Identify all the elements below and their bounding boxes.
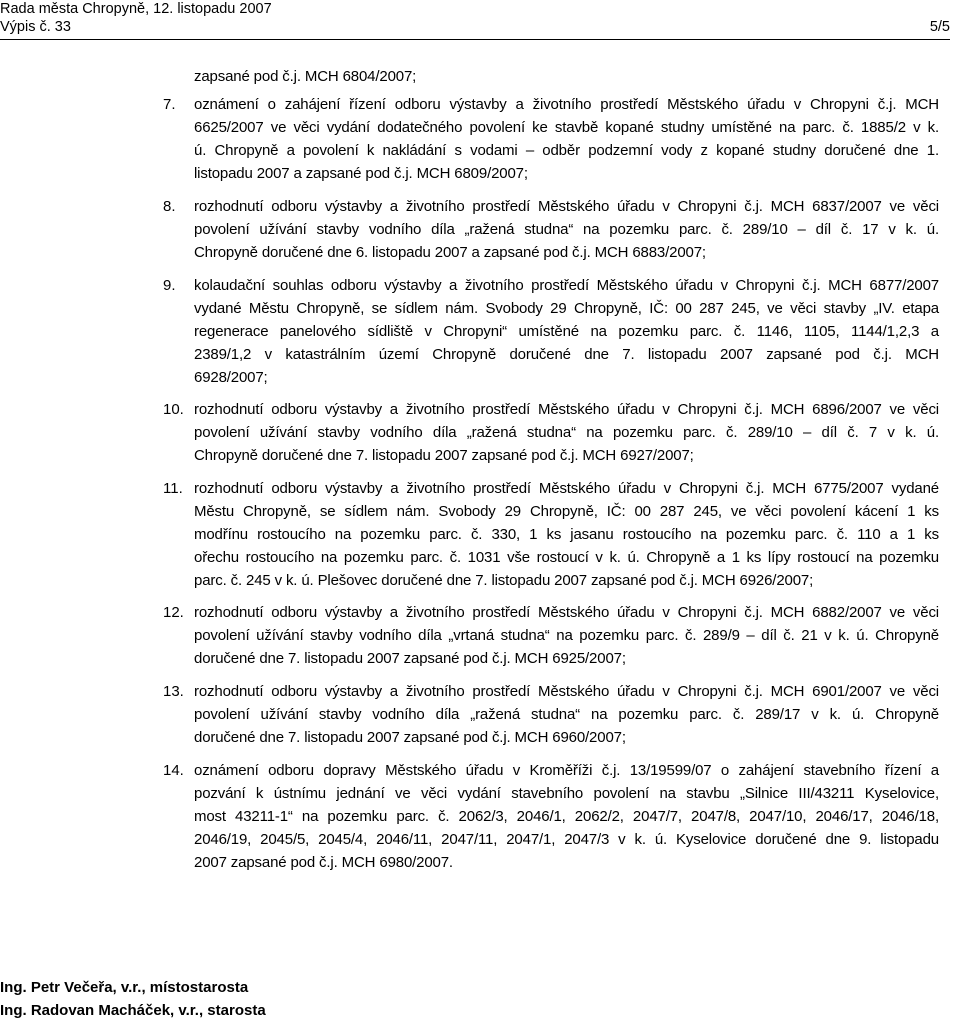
text-line: 6625/2007 ve věci vydání dodatečného povolení ke stavbě kopané studny umístěné na parc. č. 1885/2 v k.: [194, 119, 939, 136]
text-line: most 43211-1“ na pozemku parc. č. 2062/3, 2046/1, 2062/2, 2047/7, 2047/8, 2047/10, 2046/17, 2046/18,: [194, 808, 939, 825]
page-number: 5/5: [929, 19, 950, 35]
item-number: 14.: [163, 762, 184, 779]
text-line: listopadu 2007 a zapsané pod č.j. MCH 6809/2007;: [194, 165, 528, 182]
text-line: rozhodnutí odboru výstavby a životního prostředí Městského úřadu v Chropyni č.j. MCH 6882/2007 ve věci: [194, 604, 939, 621]
item-number: 11.: [163, 480, 183, 497]
item-number: 8.: [163, 198, 176, 215]
text-line: povolení užívání stavby vodního díla „ražená studna“ na pozemku parc. č. 289/10 – díl č. 7 v k. ú.: [194, 424, 939, 441]
text-line: Chropyně doručené dne 7. listopadu 2007 zapsané pod č.j. MCH 6927/2007;: [194, 447, 694, 464]
text-line: 2389/1,2 v katastrálním území Chropyně doručené dne 7. listopadu 2007 zapsané pod č.j. MCH: [194, 346, 939, 363]
text-line: modřínu rostoucího na pozemku parc. č. 330, 1 ks jasanu rostoucího na pozemku parc. č. 110 a 1 ks: [194, 526, 939, 543]
document-title: Rada města Chropyně, 12. listopadu 2007: [0, 1, 272, 17]
item-number: 7.: [163, 96, 176, 113]
text-line: Městu Chropyně, se sídlem nám. Svobody 29 Chropyně, IČ: 00 287 245, ve věci povolení kácení 1 ks: [194, 503, 939, 520]
text-line: pozvání k ústnímu jednání ve věci vydání stavebního povolení na stavbu „Silnice III/43211 Kyselovice,: [194, 785, 939, 802]
text-line: rozhodnutí odboru výstavby a životního prostředí Městského úřadu v Chropyni č.j. MCH 6837/2007 ve věci: [194, 198, 939, 215]
text-line: ořechu rostoucího na pozemku parc. č. 1031 vše rostoucí v k. ú. Chropyně a 1 ks lípy rostoucí na pozemku: [194, 549, 939, 566]
issue-number: Výpis č. 33: [0, 19, 71, 35]
text-line: kolaudační souhlas odboru výstavby a životního prostředí Městského úřadu v Chropyni č.j. MCH 6877/2007: [194, 277, 939, 294]
text-line: regenerace panelového sídliště v Chropyni“ umístěné na pozemku parc. č. 1146, 1105, 1144/1,2,3 a: [194, 323, 939, 340]
text-line: povolení užívání stavby vodního díla „ražená studna“ na pozemku parc. č. 289/10 – díl č. 17 v k. ú.: [194, 221, 939, 238]
text-line: Chropyně doručené dne 6. listopadu 2007 a zapsané pod č.j. MCH 6883/2007;: [194, 244, 706, 261]
text-line: doručené dne 7. listopadu 2007 zapsané pod č.j. MCH 6960/2007;: [194, 729, 626, 746]
text-line: oznámení odboru dopravy Městského úřadu v Kroměříži č.j. 13/19599/07 o zahájení stavebního řízení a: [194, 762, 939, 779]
signature-mayor: Ing. Radovan Macháček, v.r., starosta: [0, 1002, 266, 1019]
item-number: 12.: [163, 604, 184, 621]
text-line: 2046/19, 2045/5, 2045/4, 2046/11, 2047/11, 2047/1, 2047/3 v k. ú. Kyselovice doručené dne 9. listopadu: [194, 831, 939, 848]
text-line: 2007 zapsané pod č.j. MCH 6980/2007.: [194, 854, 453, 871]
item-number: 13.: [163, 683, 184, 700]
text-line: doručené dne 7. listopadu 2007 zapsané pod č.j. MCH 6925/2007;: [194, 650, 626, 667]
text-line: rozhodnutí odboru výstavby a životního prostředí Městského úřadu v Chropyni č.j. MCH 6901/2007 ve věci: [194, 683, 939, 700]
text-line: povolení užívání stavby vodního díla „ražená studna“ na pozemku parc. č. 289/17 v k. ú. Chropyně: [194, 706, 939, 723]
signature-deputy-mayor: Ing. Petr Večeřa, v.r., místostarosta: [0, 979, 249, 996]
text-line: ú. Chropyně a povolení k nakládání s vodami – odběr podzemní vody z kopané studny doručené dne 1.: [194, 142, 939, 159]
text-line: vydané Městu Chropyně, se sídlem nám. Svobody 29 Chropyně, IČ: 00 287 245, ve věci stavby „IV. etapa: [194, 300, 939, 317]
text-line: povolení užívání stavby vodního díla „vrtaná studna“ na pozemku parc. č. 289/9 – díl č. 21 v k. ú. Chropyně: [194, 627, 939, 644]
text-line: oznámení o zahájení řízení odboru výstavby a životního prostředí Městského úřadu v Chropyni č.j. MCH: [194, 96, 939, 113]
item-number: 9.: [163, 277, 176, 294]
page-header: [0, 0, 950, 40]
text-line: 6928/2007;: [194, 369, 268, 386]
text-line: rozhodnutí odboru výstavby a životního prostředí Městského úřadu v Chropyni č.j. MCH 6775/2007 vydané: [194, 480, 939, 497]
text-line: zapsané pod č.j. MCH 6804/2007;: [194, 68, 417, 85]
text-line: rozhodnutí odboru výstavby a životního prostředí Městského úřadu v Chropyni č.j. MCH 6896/2007 ve věci: [194, 401, 939, 418]
text-line: parc. č. 245 v k. ú. Plešovec doručené dne 7. listopadu 2007 zapsané pod č.j. MCH 6926/2007;: [194, 572, 814, 589]
item-number: 10.: [163, 401, 184, 418]
header-rule: [0, 39, 950, 40]
